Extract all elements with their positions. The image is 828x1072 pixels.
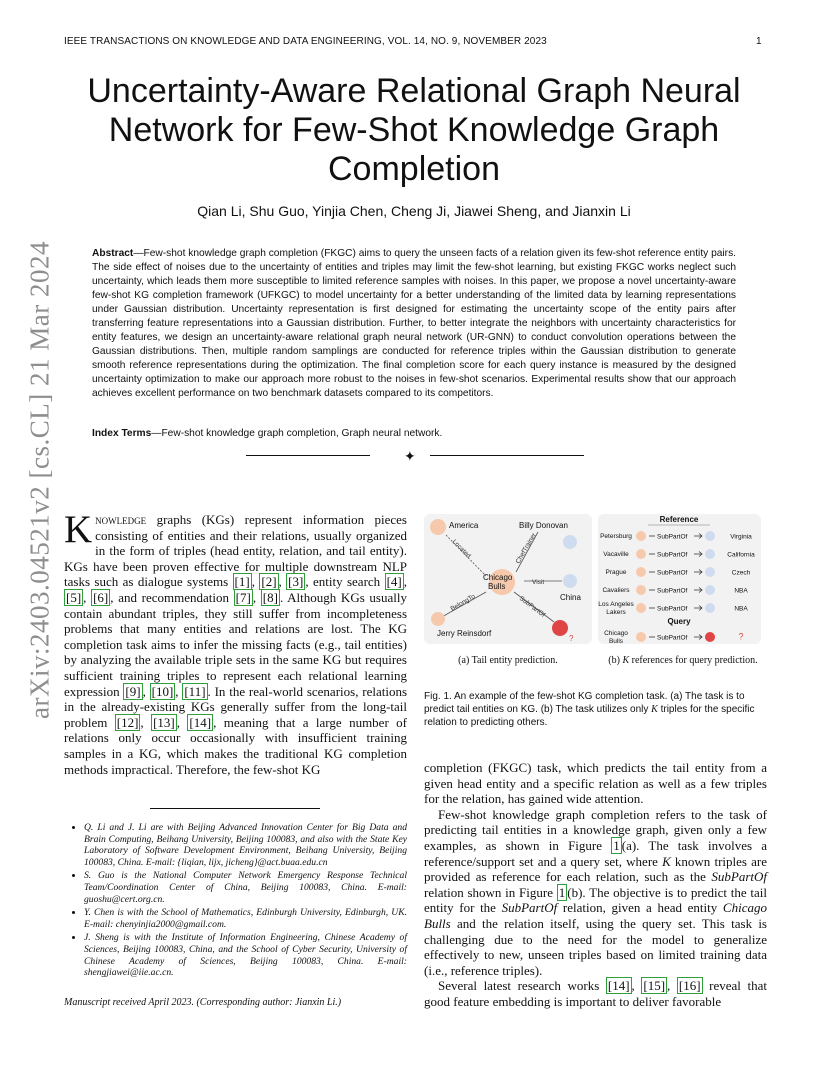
text-run: , (176, 714, 188, 730)
text-run: Few-shot knowledge graph completion refers to the task of predicting tail entities in a knowledge graph, given only a few examples, as shown in Figure (424, 806, 767, 853)
head-entity: Petersburg (600, 533, 632, 540)
node-label: Chicago (483, 573, 513, 582)
paragraph (424, 978, 767, 1009)
citation-link[interactable]: [1] (234, 574, 250, 590)
text-run: , (403, 574, 407, 590)
text-run: , meaning that a large number of relations only occur occasionally with insufficient training samples in a KG, which makes the traditional KG completion methods impractical. Therefore, the few-shot KG (64, 714, 408, 777)
head-node (636, 567, 646, 577)
figure-caption (424, 690, 767, 729)
index-terms-label: Index Terms (92, 428, 152, 439)
right-column (424, 760, 767, 1010)
arxiv-stamp-text: arXiv:2403.04521v2 [cs.CL] 21 Mar 2024 (24, 241, 55, 719)
text-run: , (83, 589, 92, 605)
paragraph (424, 807, 767, 979)
caption-text: (b) (608, 655, 623, 666)
relation-label: SubPartOf (657, 551, 688, 559)
citation-link[interactable]: [13] (153, 714, 175, 730)
text-run: , (252, 589, 261, 605)
text-run: , (140, 714, 152, 730)
tail-node (705, 585, 715, 595)
text-run: Several latest research works (438, 978, 606, 994)
head-node (636, 603, 646, 613)
reference-rows (598, 531, 755, 616)
emphasis-run: SubPartOf (711, 869, 767, 885)
relation-label: SubPartOf (657, 569, 688, 577)
figure-ref-link[interactable]: 1 (558, 884, 566, 900)
paragraph: completion (FKGC) task, which predicts the tail entity from a given head entity and a specific relation as well as a few triples for the relation, has gained wide attention. (424, 760, 767, 807)
index-terms (92, 428, 736, 439)
tail-entity: Virginia (730, 533, 752, 541)
head-node (636, 531, 646, 541)
kg-graph-figure (424, 514, 592, 644)
emphasis-run: K (662, 853, 671, 869)
affiliation-footnotes (64, 822, 407, 981)
text-run: reveal that good feature embedding is important to deliver favorable (424, 978, 767, 1009)
edge-label: Visit (532, 579, 545, 586)
citation-link[interactable]: [7] (235, 589, 251, 605)
text-run: , entity search (305, 574, 385, 590)
arrow-icon (694, 635, 702, 640)
section-divider-right (430, 455, 584, 456)
edge-label: SubPartOf (517, 595, 547, 619)
text-run: relation, given a head entity (557, 900, 723, 916)
relation-label: SubPartOf (657, 605, 688, 613)
text-run: , (631, 978, 642, 994)
arrow-icon (694, 552, 702, 557)
node-label: Billy Donovan (519, 521, 568, 530)
node-jerry (431, 612, 445, 626)
text-run: . Although KGs usually contain abundant triples, they still suffer from incompleteness problems that many entities and relations are lost. The KG completion task aims to infer the missing facts (e.g., tail entities) by analyzing the available triple sets in the same KG but requires sufficient training triples to represent each relational learning expression (64, 589, 407, 699)
caption-text: references for query prediction. (629, 655, 758, 666)
relation-label: SubPartOf (657, 533, 688, 541)
drop-cap: K (64, 508, 93, 551)
figure-ref-link[interactable]: 1 (613, 837, 620, 853)
running-head: IEEE TRANSACTIONS ON KNOWLEDGE AND DATA ENGINEERING, VOL. 14, NO. 9, NOVEMBER 2023 (64, 36, 547, 47)
citation-link[interactable]: [4] (386, 574, 402, 590)
intro-column (64, 508, 408, 777)
caption-math: K (622, 655, 630, 666)
caption-text: Fig. 1. An example of the few-shot KG completion task. (a) The task is to predict tail entities on KG. (b) The task utilizes only (424, 691, 745, 715)
emphasis-run: SubPartOf (501, 900, 558, 916)
arrow-icon (694, 588, 702, 593)
tail-entity: Czech (731, 569, 751, 577)
text-run: , (667, 978, 677, 994)
head-entity: Vacaville (603, 551, 629, 558)
text-run: relation shown in Figure (424, 884, 557, 900)
text-run: (a). The task involves a reference/support set and a query set, where (424, 837, 767, 869)
query-mark: ? (569, 634, 574, 643)
text-run: , and recommendation (110, 589, 234, 605)
citation-link[interactable]: [9] (125, 683, 141, 699)
citation-link[interactable]: [14] (607, 978, 630, 994)
tail-entity: NBA (734, 605, 748, 613)
intro-first-word: nowledge (95, 512, 147, 527)
text-run: graphs (KGs) represent information pieces consisting of entities and their relations, usually organized in the form of triples (head entity, relation, and tail entity). KGs have been proven effective for multiple downstream NLP tasks such as dialogue systems (64, 512, 407, 590)
divider-ornament: ✦ (404, 448, 416, 464)
tail-entity: California (727, 551, 755, 559)
reference-query-figure (598, 514, 761, 644)
query-node (705, 632, 715, 642)
node-query (552, 620, 568, 636)
author-list: Qian Li, Shu Guo, Yinjia Chen, Cheng Ji, Jiawei Sheng, and Jianxin Li (197, 203, 631, 219)
subfigure-caption-a: (a) Tail entity prediction. (458, 655, 558, 666)
node-label: Jerry Reinsdorf (437, 629, 492, 638)
relation-label: SubPartOf (657, 634, 688, 642)
emphasis-run: Chicago Bulls (424, 900, 767, 931)
caption-text: triples for the specific relation to predicting others. (424, 704, 755, 728)
abstract-label: Abstract (92, 248, 134, 259)
text-run: and the relation itself, using the query set. This task is challenging due to the need for the model to generalize effectively to new, unseen triples based on limited training data (i.e., reference triples). (424, 915, 767, 978)
node-label: China (560, 593, 581, 602)
arxiv-stamp (20, 241, 60, 719)
citation-link[interactable]: [12] (116, 714, 139, 730)
footnote-item: • Q. Li and J. Li are with Beijing Advanced Innovation Center for Big Data and Brain Computing, Beihang University, Beijing 100083, and also with the State Key Laboratory of Software Development Environment, Beihang University, Beijing 100083, China. E-mail: {liqian, lijx, jicheng}@act.buaa.edu.cn (84, 822, 407, 868)
manuscript-note: Manuscript received April 2023. (Corresponding author: Jianxin Li.) (64, 997, 342, 1008)
page-number: 1 (756, 36, 762, 47)
query-row (604, 630, 743, 644)
head-node (636, 632, 646, 642)
edge-label: BelongTo (449, 593, 477, 613)
node-america (430, 519, 446, 535)
intro-body (64, 508, 408, 777)
relation-label: SubPartOf (657, 587, 688, 595)
footnote-item: • Y. Chen is with the School of Mathematics, Edinburgh University, Edinburgh, UK. E-mail: chenyinjia2000@gmail.com. (84, 907, 407, 930)
text-run: , (278, 574, 287, 590)
reference-title: Reference (659, 515, 699, 524)
arrow-icon (694, 606, 702, 611)
citation-link[interactable]: [14] (189, 714, 212, 730)
text-run: . In the real-world scenarios, relations in the already-existing KGs generally suffer from the long-tail problem (64, 683, 407, 730)
head-node (636, 585, 646, 595)
caption-math: K (651, 704, 658, 715)
text-run: , (175, 683, 183, 699)
head-entity: Cavaliers (602, 587, 630, 594)
intro-paragraph (64, 508, 408, 777)
footnote-rule (150, 808, 320, 809)
tail-node (705, 531, 715, 541)
node-china (563, 574, 577, 588)
subfigure-caption-b (598, 655, 768, 666)
citation-link[interactable]: [10] (151, 683, 174, 699)
footnote-item: • S. Guo is the National Computer Network Emergency Response Technical Team/Coordination Center of China, Beijing 100083, China. E-mail: guoshu@cert.org.cn. (84, 870, 407, 905)
node-label: America (449, 521, 479, 530)
abstract (92, 247, 736, 401)
tail-node (705, 549, 715, 559)
head-entity: Prague (605, 569, 627, 576)
text-run: (b). The objective is to predict the tail entity for the (424, 884, 767, 916)
section-divider-left (246, 455, 370, 456)
figure-panel-b (598, 514, 761, 644)
tail-node (705, 567, 715, 577)
edge-label: ChefTrainer (514, 531, 538, 565)
query-title: Query (667, 617, 691, 626)
footnote-item: • J. Sheng is with the Institute of Information Engineering, Chinese Academy of Sciences, Beijing 100083, China, and the School of Cyber Security, University of Chinese Academy of Sciences, Beijing 100083, China. E-mail: shengjiawei@iie.ac.cn. (84, 932, 407, 978)
arrow-icon (694, 570, 702, 575)
index-terms-text: —Few-shot knowledge graph completion, Graph neural network. (151, 428, 443, 439)
node-billy (563, 535, 577, 549)
head-entity: Chicago Bulls (604, 630, 628, 644)
text-run: , (142, 683, 150, 699)
citation-link[interactable]: [6] (93, 589, 109, 605)
text-run: , (251, 574, 260, 590)
paper-title: Uncertainty-Aware Relational Graph Neural Network for Few-Shot Knowledge Graph Completion (87, 72, 741, 188)
tail-entity: NBA (734, 587, 748, 595)
node-label: Bulls (488, 582, 506, 591)
citation-link[interactable]: [15] (643, 978, 666, 994)
citation-link[interactable]: [8] (262, 589, 278, 605)
head-node (636, 549, 646, 559)
citation-link[interactable]: [11] (184, 683, 206, 699)
figure-panel-a (424, 514, 592, 644)
citation-link[interactable]: [16] (678, 978, 701, 994)
query-mark: ? (738, 631, 744, 642)
edge-label: Located (450, 538, 472, 560)
head-entity: Los Angeles Lakers (598, 601, 634, 616)
citation-link[interactable]: [2] (261, 574, 277, 590)
arrow-icon (694, 534, 702, 539)
citation-link[interactable]: [3] (288, 574, 304, 590)
tail-node (705, 603, 715, 613)
abstract-text: —Few-shot knowledge graph completion (FKGC) aims to query the unseen facts of a relation given its few-shot reference entity pairs. The side effect of noises due to the uncertainty of entities and triples may limit the few-shot learning, but existing FKGC works neglect such uncertainty, which leads them more susceptible to limited reference samples with noises. In this paper, we propose a novel uncertainty-aware few-shot KG completion framework (UFKGC) to model uncertainty for a better understanding of the limited data by learning representations under Gaussian distribution. Uncertainty representation is first designed for estimating the uncertainty scope of the entity pairs after transferring feature representations into a Gaussian distribution. Further, to better integrate the neighbors with uncertainty characteristics for entity features, we design an uncertainty-aware relational graph neural network (UR-GNN) to conduct convolution operations between the Gaussian distributions. Then, multiple random samplings are conducted for reference triples within the Gaussian distribution to generate smooth reference representations during the optimization. The final completion score for each query instance is measured by the designed uncertainty optimization to make our approach more robust to the noises in few-shot scenarios. Experimental results show that our approach achieves excellent performance on two benchmark datasets compared to its competitors. (92, 248, 736, 399)
text-run: known triples are provided as reference for each relation, such as the (424, 853, 767, 885)
citation-link[interactable]: [5] (66, 589, 82, 605)
